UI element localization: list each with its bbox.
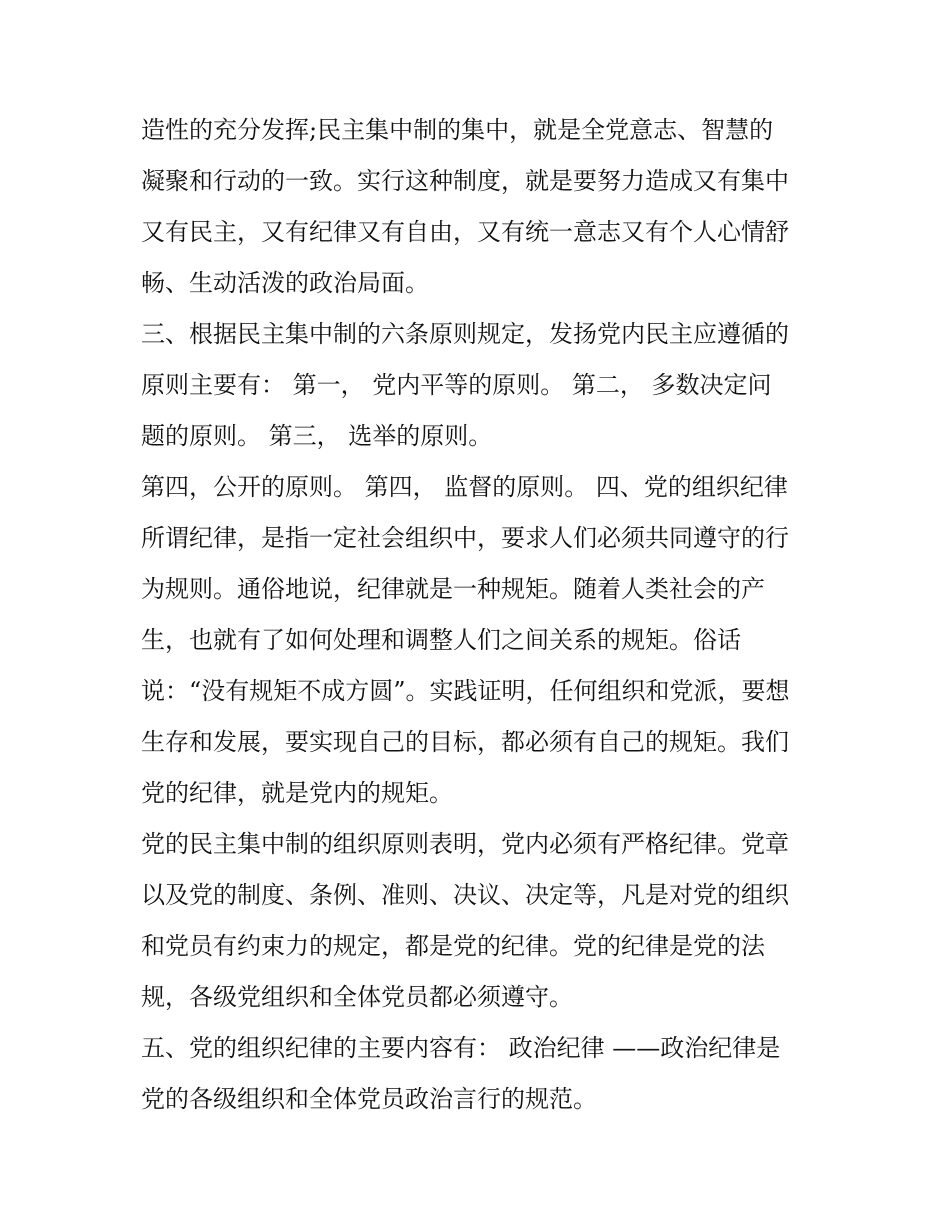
text-line: 又有民主，又有纪律又有自由，又有统一意志又有个人心情舒 — [141, 218, 789, 246]
text-line: 和党员有约束力的规定，都是党的纪律。党的纪律是党的法 — [141, 932, 765, 960]
text-line: 党的各级组织和全体党员政治言行的规范。 — [141, 1085, 597, 1113]
text-line: 五、党的组织纪律的主要内容有： 政治纪律 ——政治纪律是 — [141, 1034, 781, 1062]
text-line: 第四，公开的原则。 第四， 监督的原则。 四、党的组织纪律 — [141, 473, 788, 501]
text-line: 畅、生动活泼的政治局面。 — [141, 269, 429, 297]
text-line: 原则主要有： 第一， 党内平等的原则。 第二， 多数决定问 — [141, 371, 772, 399]
text-line: 生，也就有了如何处理和调整人们之间关系的规矩。俗话 — [141, 626, 741, 654]
text-line: 三、根据民主集中制的六条原则规定，发扬党内民主应遵循的 — [141, 320, 789, 348]
text-line: 造性的充分发挥;民主集中制的集中，就是全党意志、智慧的 — [141, 116, 774, 144]
document-body — [141, 105, 821, 1125]
text-line: 凝聚和行动的一致。实行这种制度，就是要努力造成又有集中 — [141, 167, 789, 195]
text-line: 党的民主集中制的组织原则表明，党内必须有严格纪律。党章 — [141, 830, 789, 858]
text-line: 党的纪律，就是党内的规矩。 — [141, 779, 453, 807]
text-line: 题的原则。 第三， 选举的原则。 — [141, 422, 493, 450]
text-line: 说：“没有规矩不成方圆”。实践证明，任何组织和党派，要想 — [141, 677, 790, 705]
text-line: 生存和发展，要实现自己的目标，都必须有自己的规矩。我们 — [141, 728, 789, 756]
text-line: 以及党的制度、条例、准则、决议、决定等，凡是对党的组织 — [141, 881, 789, 909]
text-line: 规，各级党组织和全体党员都必须遵守。 — [141, 983, 573, 1011]
text-line: 所谓纪律，是指一定社会组织中，要求人们必须共同遵守的行 — [141, 524, 789, 552]
text-line: 为规则。通俗地说，纪律就是一种规矩。随着人类社会的产 — [141, 575, 765, 603]
